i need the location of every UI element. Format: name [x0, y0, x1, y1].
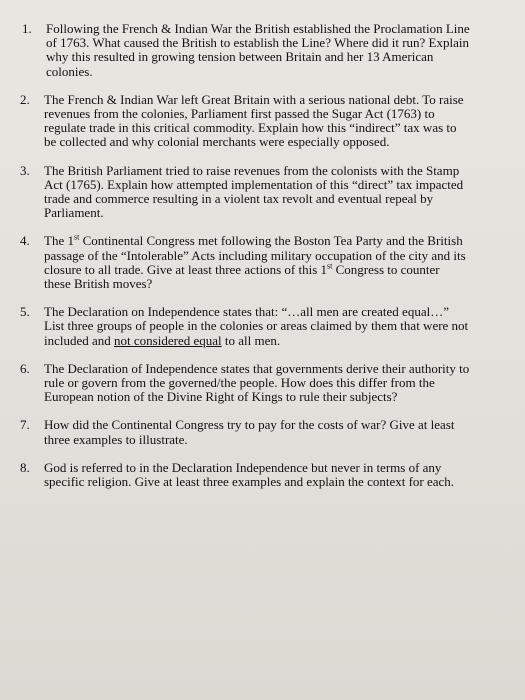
ordinal-suffix: st — [327, 261, 333, 271]
question-text — [46, 22, 507, 79]
question-line: Parliament. — [44, 205, 104, 221]
question-number: 7. — [20, 417, 30, 433]
question-text — [44, 362, 507, 405]
line-text: Congress to counter — [332, 261, 440, 277]
question-line: specific religion. Give at least three examples and explain the context for each. — [44, 474, 455, 490]
question-line: three examples to illustrate. — [44, 431, 188, 447]
question-line: God is referred to in the Declaration Independence but never in terms of any — [44, 459, 442, 475]
question-line: The British Parliament tried to raise revenues from the colonists with the Stamp — [44, 162, 460, 178]
question-text — [44, 418, 507, 446]
question-line: passage of the “Intolerable” Acts including military occupation of the city and its — [44, 247, 466, 263]
question-line: The Declaration on Independence states that: “…all men are created equal…” — [44, 304, 449, 320]
line-text: Continental Congress met following the Boston Tea Party and the British — [79, 233, 463, 249]
question-number: 8. — [20, 459, 30, 475]
question-line: why this resulted in growing tension between Britain and her 13 American — [46, 49, 434, 65]
question-line: trade and commerce resulting in a violent tax revolt and eventual repeal by — [44, 191, 434, 207]
question-line — [44, 334, 507, 348]
question-line: revenues from the colonies, Parliament first passed the Sugar Act (1763) to — [44, 106, 435, 122]
question-1 — [22, 22, 507, 79]
question-number: 1. — [22, 21, 32, 36]
question-line: of 1763. What caused the British to establish the Line? Where did it run? Explain — [46, 35, 469, 51]
line-text: included and — [44, 332, 115, 348]
question-2 — [20, 93, 507, 150]
question-text — [44, 461, 507, 489]
question-5 — [20, 305, 507, 348]
question-number: 5. — [20, 304, 30, 320]
question-text — [44, 164, 507, 221]
question-3 — [20, 164, 507, 221]
question-number: 2. — [20, 91, 30, 107]
ordinal-suffix: st — [73, 233, 80, 243]
question-line — [44, 234, 507, 248]
line-text: closure to all trade. Give at least three actions of this 1 — [44, 261, 328, 277]
question-line: rule or govern from the governed/the people. How does this differ from the — [44, 375, 435, 391]
line-text: to all men. — [221, 332, 281, 348]
underlined-phrase: not considered equal — [114, 332, 222, 348]
question-line: How did the Continental Congress try to pay for the costs of war? Give at least — [44, 417, 455, 433]
question-text — [44, 234, 507, 291]
question-number: 6. — [20, 360, 30, 376]
question-line: be collected and why colonial merchants were especially opposed. — [44, 134, 390, 150]
question-line: these British moves? — [44, 276, 153, 292]
question-4 — [20, 234, 507, 291]
question-line — [44, 263, 507, 277]
question-text — [44, 305, 507, 348]
question-line: regulate trade in this critical commodity. Explain how this “indirect” tax was to — [44, 120, 457, 136]
question-line: The Declaration of Independence states that governments derive their authority to — [44, 360, 470, 376]
question-line: Act (1765). Explain how attempted implementation of this “direct” tax impacted — [44, 176, 464, 192]
question-line: List three groups of people in the colonies or areas claimed by them that were not — [44, 318, 469, 334]
question-6 — [20, 362, 507, 405]
question-number: 3. — [20, 162, 30, 178]
question-line: European notion of the Divine Right of Kings to rule their subjects? — [44, 389, 398, 405]
question-line: colonies. — [46, 63, 93, 79]
question-8 — [20, 461, 507, 489]
line-text: The 1 — [44, 233, 74, 249]
question-7 — [20, 418, 507, 446]
question-text — [44, 93, 507, 150]
question-line: Following the French & Indian War the British established the Proclamation Line — [46, 21, 470, 36]
question-line: The French & Indian War left Great Britain with a serious national debt. To raise — [44, 91, 464, 107]
question-number: 4. — [20, 233, 30, 249]
